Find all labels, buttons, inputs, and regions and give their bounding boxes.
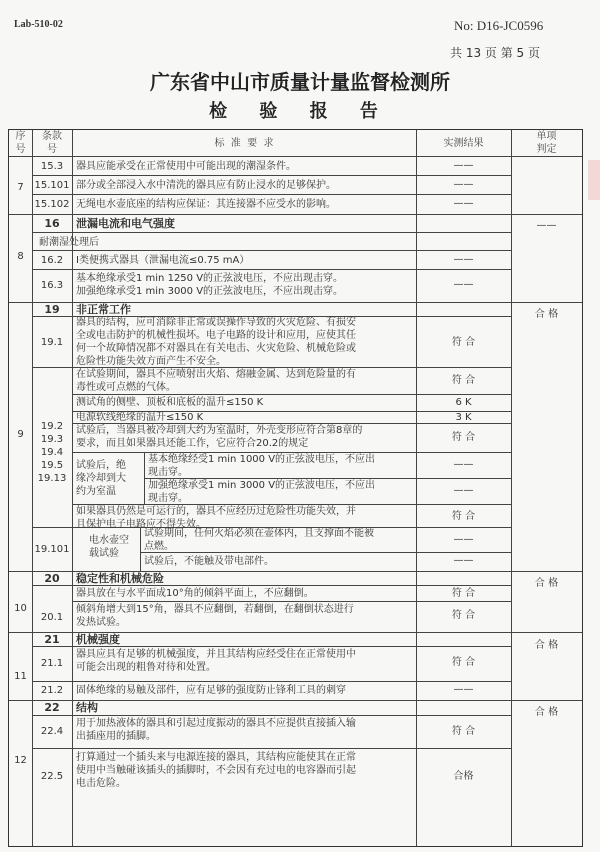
col-header-clause: 条款 号 bbox=[42, 131, 62, 155]
result-value: 符 合 bbox=[451, 588, 476, 599]
seq-number: 8 bbox=[17, 251, 24, 262]
col-header-result: 实测结果 bbox=[443, 138, 484, 149]
requirement-text: 器具应具有足够的机械强度，并且其结构应经受住在正常使用中 可能会出现的粗鲁对待和处置。 bbox=[76, 649, 356, 673]
seq-number: 11 bbox=[14, 671, 27, 682]
requirement-text: 如果器具仍然是可运行的，器具不应经历过危险性功能失效，并 且保护电子电路应不得失效。 bbox=[76, 506, 356, 530]
requirement-text: 在试验期间，器具不应喷射出火焰、熔融金属、达到危险量的有 毒性或可点燃的气体。 bbox=[76, 369, 356, 393]
verdict-value: 合 格 bbox=[534, 640, 559, 651]
requirement-text: 基本绝缘经受1 min 1000 V的正弦波电压，不应出 现击穿。 bbox=[148, 454, 376, 478]
organization-title: 广东省中山市质量计量监督检测所 bbox=[150, 70, 450, 94]
clause-number: 21 bbox=[44, 633, 60, 646]
report-number: No: D16-JC0596 bbox=[454, 18, 544, 33]
requirement-text: 部分或全部浸入水中清洗的器具应有防止浸水的足够保护。 bbox=[76, 180, 336, 191]
col-header-seq: 序 号 bbox=[15, 131, 26, 155]
sub-condition-label: 试验后，绝 缘冷却到大 约为室温 bbox=[76, 460, 126, 497]
verdict-value: 合 格 bbox=[534, 578, 559, 589]
page-count: 共 13 页 第 5 页 bbox=[450, 46, 540, 60]
clause-number: 19.2 19.3 19.4 19.5 19.13 bbox=[37, 421, 67, 484]
result-value: —— bbox=[453, 179, 474, 190]
result-value: —— bbox=[453, 254, 474, 265]
seq-number: 10 bbox=[14, 603, 27, 614]
col-header-requirement: 标 准 要 求 bbox=[214, 138, 274, 149]
seq-number: 7 bbox=[17, 182, 24, 193]
requirement-text: 试验后，不能触及带电部件。 bbox=[144, 556, 274, 567]
result-value: 符 合 bbox=[451, 375, 476, 386]
section-title: 泄漏电流和电气强度 bbox=[76, 217, 175, 230]
sub-condition-label: 电水壶空 载试验 bbox=[89, 535, 129, 559]
lab-code: Lab-510-02 bbox=[14, 19, 63, 30]
section-title: 稳定性和机械危险 bbox=[76, 572, 164, 585]
result-value: 符 合 bbox=[451, 657, 476, 668]
section-title: 机械强度 bbox=[76, 633, 120, 646]
result-value: 合格 bbox=[453, 771, 474, 782]
verdict-value: 合 格 bbox=[534, 707, 559, 718]
clause-number: 22.5 bbox=[40, 771, 64, 782]
section-title: 结构 bbox=[76, 701, 98, 714]
clause-number: 16.3 bbox=[40, 280, 64, 291]
result-value: —— bbox=[453, 485, 474, 496]
requirement-text: 无绳电水壶底座的结构应保证：其连接器不应受水的影响。 bbox=[76, 199, 336, 210]
result-value: —— bbox=[453, 684, 474, 695]
clause-number: 19 bbox=[44, 303, 60, 316]
result-value: —— bbox=[453, 459, 474, 470]
result-value: 3 K bbox=[455, 412, 472, 423]
result-value: 符 合 bbox=[451, 511, 476, 522]
clause-number: 15.3 bbox=[40, 161, 64, 172]
requirement-text: 试验后，当器具被冷却到大约为室温时，外壳变形应符合第8章的 要求，而且如果器具还能工作，它应符合20.2的规定 bbox=[76, 425, 363, 449]
clause-number: 22.4 bbox=[40, 726, 64, 737]
section-title: 非正常工作 bbox=[76, 303, 131, 316]
requirement-text: 基本绝缘承受1 min 1250 V的正弦波电压，不应出现击穿。 加强绝缘承受1 min 3000 V的正弦波电压，不应出现击穿。 bbox=[76, 273, 344, 297]
requirement-text: 器具应能承受在正常使用中可能出现的潮湿条件。 bbox=[76, 161, 296, 172]
seal-stamp bbox=[588, 160, 600, 200]
requirement-text: 电源软线绝缘的温升≤150 K bbox=[76, 412, 204, 423]
seq-number: 9 bbox=[17, 429, 24, 440]
clause-number: 16.2 bbox=[40, 255, 64, 266]
clause-number: 20 bbox=[44, 572, 60, 585]
result-value: —— bbox=[453, 279, 474, 290]
report-title: 检 验 报 告 bbox=[209, 101, 391, 122]
result-value: 符 合 bbox=[451, 726, 476, 737]
clause-number: 19.1 bbox=[40, 337, 64, 348]
requirement-text: 打算通过一个插头来与电源连接的器具，其结构应能使其在正常 使用中当触碰该插头的插脚时，不会因有充过电的电容器而引起 电击危险。 bbox=[76, 752, 356, 789]
clause-number: 21.2 bbox=[40, 685, 64, 696]
result-value: —— bbox=[453, 555, 474, 566]
requirement-text: 器具放在与水平面成10°角的倾斜平面上，不应翻倒。 bbox=[76, 588, 314, 599]
result-value: 符 合 bbox=[451, 610, 476, 621]
requirement-text: 试验期间，任何火焰必须在壶体内，且支撑面不能被 点燃。 bbox=[144, 528, 374, 552]
requirement-text: 测试角的侧壁、顶板和底板的温升≤150 K bbox=[76, 397, 264, 408]
inspection-table bbox=[8, 129, 583, 847]
verdict-value: 合 格 bbox=[534, 309, 559, 320]
result-value: 符 合 bbox=[451, 432, 476, 443]
result-value: —— bbox=[453, 198, 474, 209]
requirement-text: Ⅰ类便携式器具（泄漏电流≤0.75 mA） bbox=[76, 255, 250, 266]
requirement-text: 器具的结构，应可消除非正常或误操作导致的火灾危险、有损安 全或电击防护的机械性损坏。电子电路的设计和应用，应使其任 何一个故障情况都不对器具在有关电击、火灾危险、机械危险或 危险性功能失效方面产生不安全。 bbox=[76, 317, 356, 367]
clause-number: 22 bbox=[44, 701, 60, 714]
clause-number: 16 bbox=[44, 217, 60, 230]
seq-number: 12 bbox=[14, 755, 27, 766]
clause-number: 15.101 bbox=[34, 180, 70, 191]
requirement-text: 固体绝缘的易触及部件，应有足够的强度防止锋利工具的刺穿 bbox=[76, 685, 346, 696]
result-value: 符 合 bbox=[451, 337, 476, 348]
result-value: —— bbox=[453, 534, 474, 545]
verdict-value: —— bbox=[536, 220, 557, 231]
condition-note: 耐潮湿处理后 bbox=[39, 237, 99, 248]
clause-number: 19.101 bbox=[34, 544, 70, 555]
requirement-text: 加强绝缘承受1 min 3000 V的正弦波电压，不应出 现击穿。 bbox=[148, 480, 376, 504]
requirement-text: 用于加热液体的器具和引起过度振动的器具不应提供直接插入输 出插座用的插脚。 bbox=[76, 718, 356, 742]
result-value: 6 K bbox=[455, 397, 472, 408]
result-value: —— bbox=[453, 160, 474, 171]
clause-number: 21.1 bbox=[40, 658, 64, 669]
col-header-verdict: 单项 判定 bbox=[536, 131, 557, 155]
requirement-text: 倾斜角增大到15°角，器具不应翻倒，若翻倒，在翻倒状态进行 发热试验。 bbox=[76, 604, 354, 628]
clause-number: 20.1 bbox=[40, 612, 64, 623]
clause-number: 15.102 bbox=[34, 199, 70, 210]
